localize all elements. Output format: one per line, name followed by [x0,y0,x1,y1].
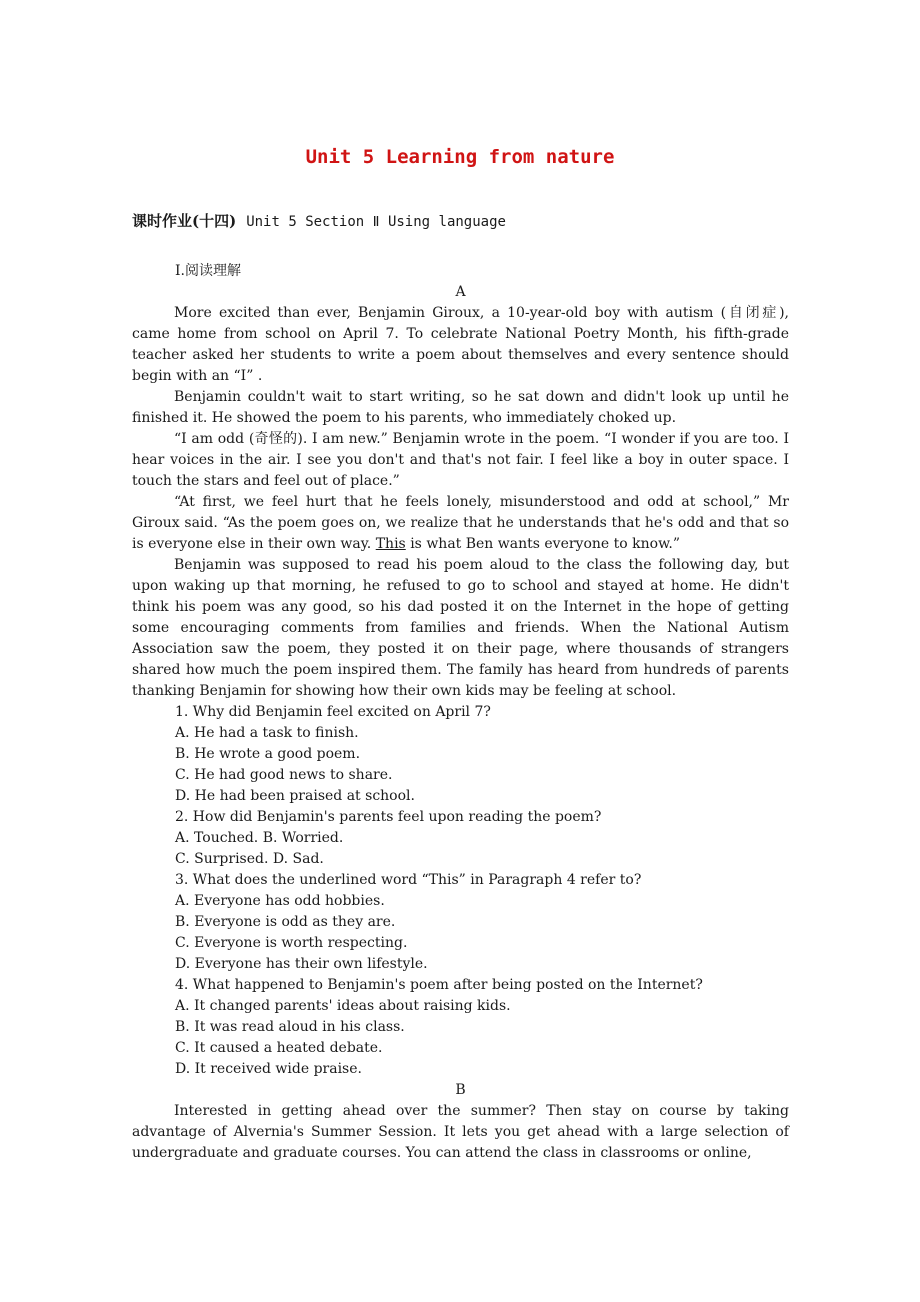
passage-a-paragraph-2: Benjamin couldn't wait to start writing, so he sat down and didn't look up until he finished it. He showed the poem to his parents, who immediately choked up. [132,389,789,426]
reading-section-heading: Ⅰ.阅读理解 [175,263,241,279]
question-2-options-ab: A. Touched. B. Worried. [175,830,344,846]
document-body [132,261,789,1164]
question-4-option-b: B. It was read aloud in his class. [175,1019,405,1035]
question-1-option-d: D. He had been praised at school. [175,788,415,804]
question-3: 3. What does the underlined word “This” in Paragraph 4 refer to? [175,872,642,888]
question-2: 2. How did Benjamin's parents feel upon reading the poem? [175,809,602,825]
question-1-option-b: B. He wrote a good poem. [175,746,361,762]
question-1-option-a: A. He had a task to finish. [175,725,359,741]
paragraph-4-start: “At first, we feel hurt that he feels lonely, misunderstood and odd at school,” Mr Giroux said. “As the poem goes on, we realize that he understands that he's odd and that so is everyone else in their own way. [132,494,789,552]
question-1-option-c: C. He had good news to share. [175,767,393,783]
question-4-option-c: C. It caused a heated debate. [175,1040,383,1056]
question-1: 1. Why did Benjamin feel excited on April 7? [175,704,491,720]
passage-b-paragraph-1: Interested in getting ahead over the summer? Then stay on course by taking advantage of Alvernia's Summer Session. It lets you get ahead with a large selection of undergraduate and graduate courses. You can attend the class in classrooms or online, [132,1103,789,1161]
underlined-word-this: This [375,536,406,552]
question-3-option-c: C. Everyone is worth respecting. [175,935,408,951]
question-4-option-a: A. It changed parents' ideas about raising kids. [175,998,511,1014]
question-3-option-d: D. Everyone has their own lifestyle. [175,956,428,972]
question-3-option-a: A. Everyone has odd hobbies. [175,893,385,909]
paragraph-4-end: is what Ben wants everyone to know.” [405,536,681,552]
question-4: 4. What happened to Benjamin's poem after being posted on the Internet? [175,977,703,993]
passage-b-label: B [455,1082,466,1098]
question-4-option-d: D. It received wide praise. [175,1061,362,1077]
passage-a-paragraph-5: Benjamin was supposed to read his poem aloud to the class the following day, but upon waking up that morning, he refused to go to school and stayed at home. He didn't think his poem was any good, so his dad posted it on the Internet in the hope of getting some encouraging comments from families and friends. When the National Autism Association saw the poem, they posted it on their page, where thousands of strangers shared how much the poem inspired them. The family has heard from hundreds of parents thanking Benjamin for showing how their own kids may be feeling at school. [132,557,789,699]
question-3-option-b: B. Everyone is odd as they are. [175,914,396,930]
lesson-subheading [132,208,506,235]
unit-title: Unit 5 Learning from nature [305,146,615,168]
question-2-options-cd: C. Surprised. D. Sad. [175,851,324,867]
passage-a-paragraph-1: More excited than ever, Benjamin Giroux, a 10-year-old boy with autism (自闭症), came home from school on April 7. To celebrate National Poetry Month, his fifth-grade teacher asked her students to write a poem about themselves and every sentence should begin with an “I” . [132,305,789,384]
passage-a-paragraph-4 [132,492,789,555]
passage-a-paragraph-3: “I am odd (奇怪的). I am new.” Benjamin wrote in the poem. “I wonder if you are too. I hear voices in the air. I see you don't and that's not fair. I feel like a boy in outer space. I touch the stars and feel out of place.” [132,431,789,489]
section-label: Unit 5 Section Ⅱ Using language [246,214,506,230]
homework-label: 课时作业(十四) [132,212,237,230]
passage-a-label: A [455,284,466,300]
